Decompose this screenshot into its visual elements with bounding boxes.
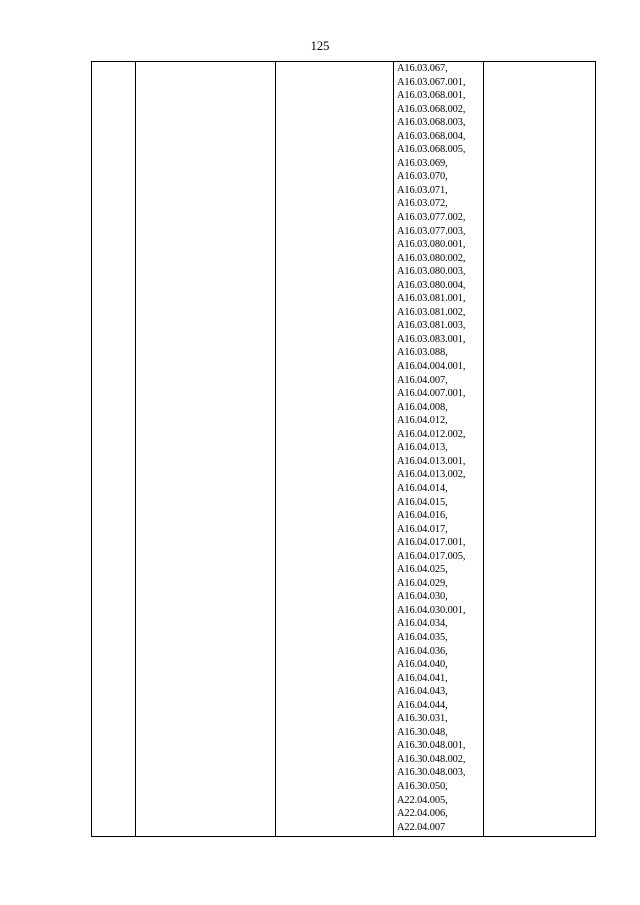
service-code-item: A16.04.036, [397,645,448,657]
service-code-item: A16.03.069, [397,157,448,169]
service-code-item: A16.30.048.002, [397,753,466,765]
service-code-item: A16.03.067, [397,63,448,74]
service-code-item: A16.04.016, [397,510,448,522]
service-code-item: A22.04.006, [397,808,448,820]
service-code-item: A16.30.031, [397,713,448,725]
service-code-item: A16.03.077.003, [397,225,466,237]
service-code-item: A16.04.017.005, [397,550,466,562]
table-column-3 [276,62,394,836]
codes-table [91,61,596,837]
service-code-item: A16.03.070, [397,171,448,183]
table-column-1 [92,62,136,836]
service-code-item: A16.04.013.002, [397,469,466,481]
service-code-item: A16.04.017.001, [397,537,466,549]
service-code-item: A16.03.081.002, [397,306,466,318]
service-code-item: A16.03.068.002, [397,103,466,115]
service-code-item: A16.04.012.002, [397,428,466,440]
service-code-item: A16.30.048.001, [397,740,466,752]
service-code-item: A16.03.080.004, [397,279,466,291]
service-code-item: A16.04.012, [397,415,448,427]
service-code-item: A16.03.081.001, [397,293,466,305]
service-code-item: A16.04.030.001, [397,604,466,616]
service-code-item: A16.04.040, [397,659,448,671]
service-code-item: A16.03.071, [397,184,448,196]
service-code-item: A16.04.007, [397,374,448,386]
service-code-item: A22.04.007 [397,821,446,833]
service-code-item: A16.04.041, [397,672,448,684]
service-code-item: A22.04.005, [397,794,448,806]
table-column-5 [484,62,595,836]
service-code-item: A16.04.004.001, [397,361,466,373]
service-code-item: A16.04.029, [397,577,448,589]
service-code-item: A16.04.025, [397,564,448,576]
service-code-item: A16.04.008, [397,401,448,413]
service-code-item: A16.03.080.003, [397,266,466,278]
service-code-item: A16.04.013.001, [397,455,466,467]
service-code-item: A16.04.030, [397,591,448,603]
service-code-list [394,62,483,834]
service-code-item: A16.03.088, [397,347,448,359]
service-code-item: A16.04.007.001, [397,388,466,400]
service-code-item: A16.03.067.001, [397,76,466,88]
service-code-item: A16.04.015, [397,496,448,508]
service-code-item: A16.03.068.004, [397,130,466,142]
service-code-item: A16.03.080.001, [397,239,466,251]
service-code-item: A16.03.068.003, [397,117,466,129]
service-code-item: A16.03.077.002, [397,212,466,224]
service-code-item: A16.03.080.002, [397,252,466,264]
service-code-item: A16.04.044, [397,699,448,711]
service-code-item: A16.30.050, [397,780,448,792]
service-code-item: A16.30.048, [397,726,448,738]
service-code-item: A16.03.081.003, [397,320,466,332]
service-code-item: A16.04.034, [397,618,448,630]
service-code-item: A16.04.013, [397,442,448,454]
service-code-item: A16.04.043, [397,686,448,698]
service-code-item: A16.04.017, [397,523,448,535]
service-code-item: A16.03.068.005, [397,144,466,156]
service-code-item: A16.30.048.003, [397,767,466,779]
table-column-2 [136,62,276,836]
service-code-item: A16.04.035, [397,631,448,643]
service-code-item: A16.03.072, [397,198,448,210]
service-code-item: A16.03.083.001, [397,333,466,345]
service-code-item: A16.03.068.001, [397,90,466,102]
service-code-item: A16.04.014, [397,482,448,494]
table-column-service-codes [394,62,484,836]
page-number: 125 [310,39,330,53]
